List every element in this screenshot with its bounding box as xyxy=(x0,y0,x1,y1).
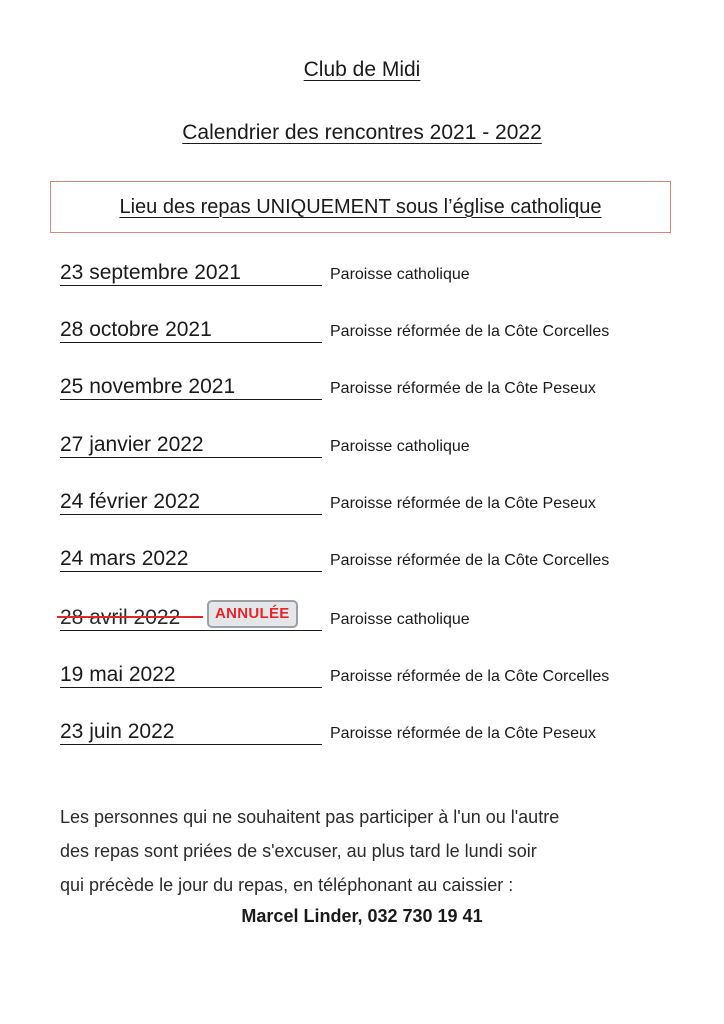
meeting-date: 19 mai 2022 xyxy=(60,663,176,686)
location-notice-box xyxy=(50,181,671,233)
meeting-row xyxy=(60,432,660,464)
meeting-place: Paroisse réformée de la Côte Corcelles xyxy=(330,323,610,340)
meeting-place: Paroisse réformée de la Côte Corcelles xyxy=(330,552,610,569)
meeting-date: 24 février 2022 xyxy=(60,490,201,513)
calendar-title: Calendrier des rencontres 2021 - 2022 xyxy=(182,121,542,144)
meeting-row xyxy=(60,260,660,292)
meeting-row xyxy=(60,317,660,349)
meeting-date: 27 janvier 2022 xyxy=(60,433,204,456)
meeting-row-cancelled xyxy=(60,605,660,637)
meeting-place: Paroisse réformée de la Côte Peseux xyxy=(330,725,596,742)
meeting-place: Paroisse réformée de la Côte Peseux xyxy=(330,495,596,512)
meeting-row xyxy=(60,489,660,521)
meeting-place: Paroisse réformée de la Côte Corcelles xyxy=(330,668,610,685)
meeting-date: 23 juin 2022 xyxy=(60,720,175,743)
meeting-date: 24 mars 2022 xyxy=(60,547,189,570)
club-title: Club de Midi xyxy=(303,58,421,81)
meeting-row xyxy=(60,662,660,694)
footer-line: Les personnes qui ne souhaitent pas participer à l'un ou l'autre xyxy=(60,807,560,827)
meeting-place: Paroisse réformée de la Côte Peseux xyxy=(330,380,596,397)
meeting-date: 28 avril 2022 xyxy=(60,606,181,629)
meeting-row xyxy=(60,719,660,751)
strikethrough-line xyxy=(57,616,203,618)
meeting-date: 28 octobre 2021 xyxy=(60,318,212,341)
cancelled-badge: ANNULÉE xyxy=(207,600,298,628)
footer-line: des repas sont priées de s'excuser, au plus tard le lundi soir xyxy=(60,841,537,861)
location-notice: Lieu des repas UNIQUEMENT sous l’église catholique xyxy=(119,195,602,218)
footer-note xyxy=(60,800,680,902)
meeting-place: Paroisse catholique xyxy=(330,611,470,628)
meeting-date: 23 septembre 2021 xyxy=(60,261,241,284)
meeting-row xyxy=(60,546,660,578)
meeting-date: 25 novembre 2021 xyxy=(60,375,236,398)
treasurer-contact: Marcel Linder, 032 730 19 41 xyxy=(241,906,483,926)
meeting-place: Paroisse catholique xyxy=(330,266,470,283)
meeting-place: Paroisse catholique xyxy=(330,438,470,455)
footer-line: qui précède le jour du repas, en téléphonant au caissier : xyxy=(60,875,514,895)
meeting-row xyxy=(60,374,660,406)
